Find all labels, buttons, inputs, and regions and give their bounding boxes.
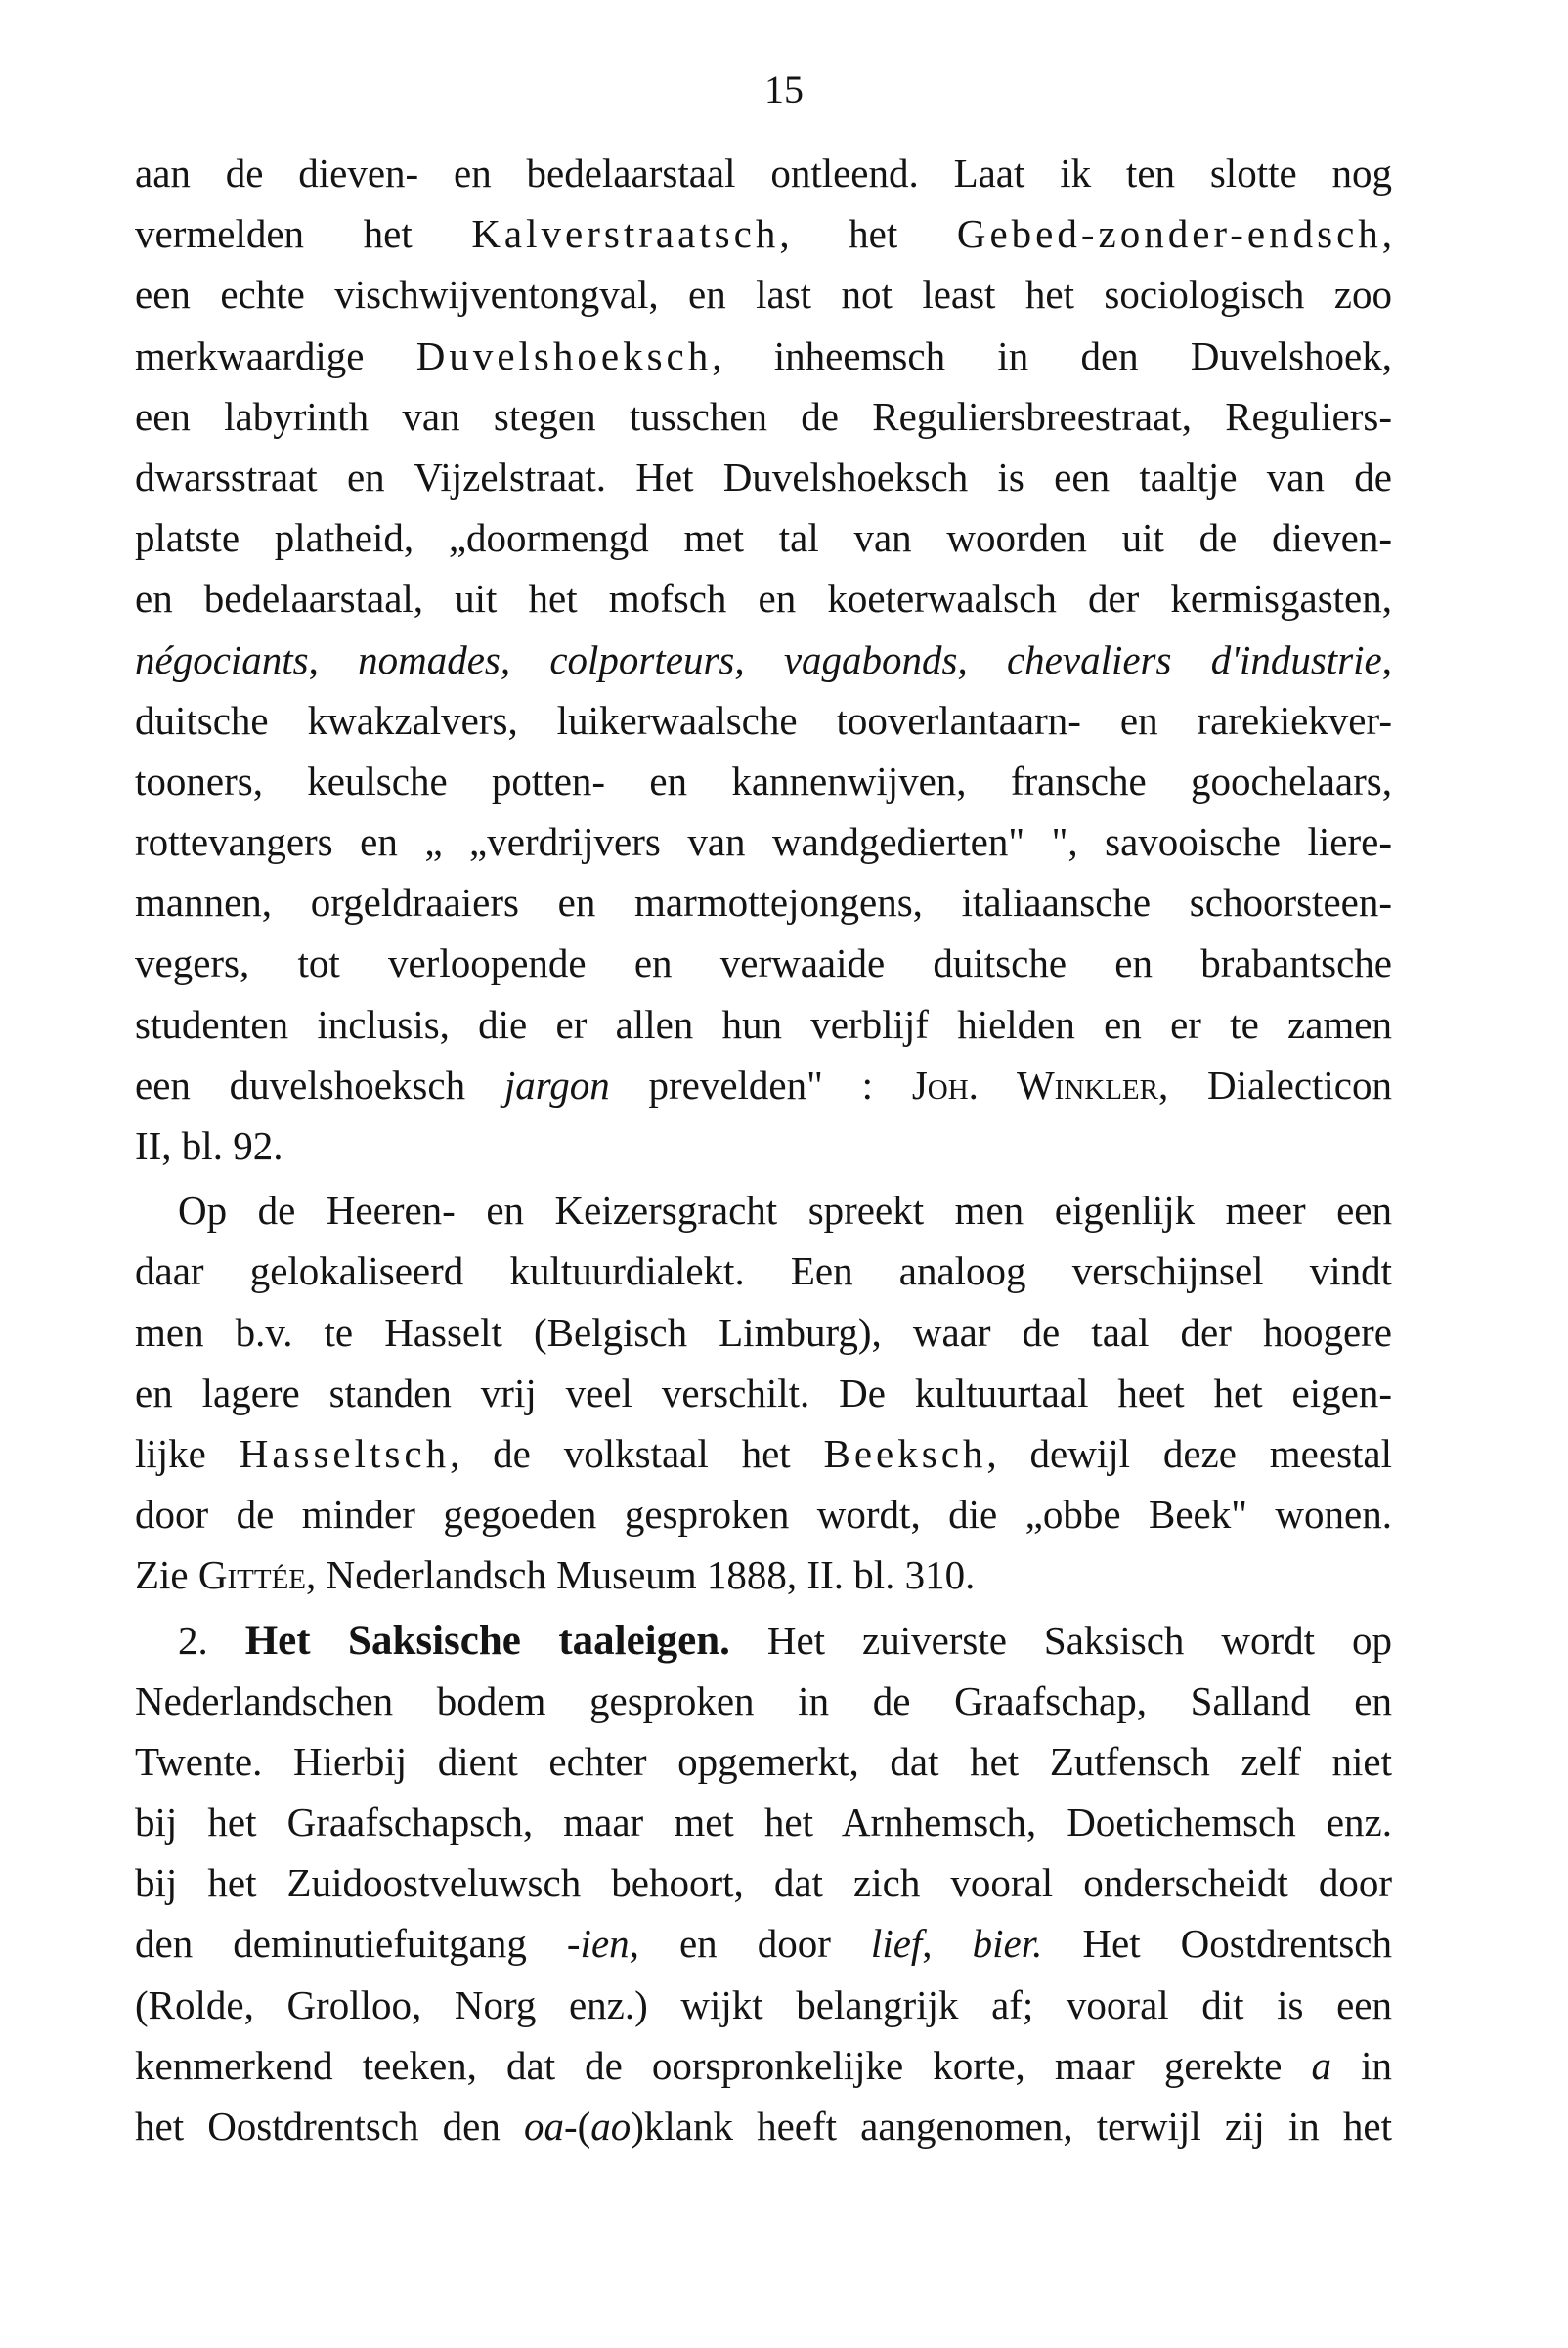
text-span: , Nederlandsch Museum 1888, II. bl. 310. (306, 1552, 976, 1598)
text-line: en lagere standen vrij veel verschilt. De kultuurtaal heet het eigen- (135, 1370, 1392, 1415)
text-line (135, 2096, 1392, 2156)
text-line: vegers, tot verloopende en verwaaide duitsche en brabantsche (135, 940, 1392, 986)
italic-term: bier. (972, 1921, 1043, 1967)
text-line: door de minder gegoeden gesproken wordt, die „obbe Beek" wonen. (135, 1492, 1392, 1538)
text-span: een duvelshoeksch (135, 1062, 504, 1108)
text-line (135, 1913, 1392, 1974)
italic-term: oa (523, 2104, 564, 2149)
text-line: daar gelokaliseerd kultuurdialekt. Een analoog verschijnsel vindt (135, 1248, 1392, 1294)
italic-term: nomades, (358, 636, 511, 682)
text-line (135, 630, 1392, 690)
text-line (135, 326, 1392, 386)
text-line: tooners, keulsche potten- en kannenwijven, fransche goochelaars, (135, 758, 1392, 804)
paragraph-2 (135, 1180, 1392, 1605)
text-line: mannen, orgeldraaiers en marmottejongens, italiaansche schoorsteen- (135, 880, 1392, 926)
text-span: het Oostdrentsch den (135, 2104, 524, 2149)
text-span (968, 637, 1007, 682)
italic-term: chevaliers d'industrie (1006, 636, 1382, 682)
text-span: , de volkstaal het (450, 1430, 824, 1476)
text-line (135, 1423, 1392, 1484)
text-line: aan de dieven- en bedelaarstaal ontleend. Laat ik ten slotte nog (135, 151, 1392, 196)
text-span: , (1381, 636, 1392, 682)
italic-term: -ien (566, 1921, 630, 1967)
text-span: Zie (135, 1552, 198, 1598)
italic-term: ao (590, 2104, 632, 2149)
text-span (745, 637, 784, 682)
text-span: kenmerkend teeken, dat de oorspronkelijke korte, maar gerekte (135, 2042, 1312, 2088)
text-span: vermelden het (135, 211, 472, 257)
text-line (135, 1544, 1392, 1605)
section-number: 2. (178, 1617, 245, 1663)
text-span (510, 637, 549, 682)
body-text (135, 143, 1392, 2156)
spaced-term: Kalverstraatsch (471, 211, 780, 257)
italic-term: colporteurs, (549, 636, 745, 682)
text-span: prevelden" : (609, 1062, 912, 1108)
text-line: Nederlandschen bodem gesproken in de Graafschap, Salland en (135, 1677, 1392, 1723)
italic-term: jargon (503, 1062, 610, 1108)
text-span: , dewijl deze meestal (986, 1430, 1392, 1476)
italic-term: vagabonds, (783, 636, 968, 682)
text-line (135, 203, 1392, 264)
page-number: 15 (764, 67, 804, 111)
text-span: , inheemsch in den Duvelshoek, (712, 332, 1392, 378)
text-line: bij het Graafschapsch, maar met het Arnhemsch, Doetichemsch enz. (135, 1800, 1392, 1846)
text-span: merkwaardige (135, 332, 416, 378)
text-line (135, 2035, 1392, 2096)
section-heading-line (135, 1610, 1392, 1671)
text-span: , (308, 636, 359, 682)
italic-term: lief (870, 1921, 923, 1967)
italic-term: négociants (135, 636, 309, 682)
text-line: duitsche kwakzalvers, luikerwaalsche tooverlantaarn- en rarekiekver- (135, 697, 1392, 743)
text-line: studenten inclusis, die er allen hun verblijf hielden en er te zamen (135, 1001, 1392, 1047)
author-name: Gittée (197, 1552, 307, 1598)
text-span: , (922, 1921, 973, 1967)
text-span: , en door (629, 1921, 871, 1967)
text-span: den deminutiefuitgang (135, 1921, 567, 1967)
text-line: (Rolde, Grolloo, Norg enz.) wijkt belangrijk af; vooral dit is een (135, 1981, 1392, 2027)
text-line: en bedelaarstaal, uit het mofsch en koeterwaalsch der kermisgasten, (135, 576, 1392, 622)
text-span: Het Oostdrentsch (1042, 1921, 1393, 1967)
text-line (135, 1055, 1392, 1115)
text-span: , (1381, 211, 1393, 257)
text-span: lijke (135, 1430, 240, 1476)
italic-term: a (1311, 2042, 1332, 2088)
text-span: Dialecticon (1168, 1062, 1393, 1108)
spaced-term: Beeksch (823, 1430, 987, 1476)
text-line: rottevangers en „ „verdrijvers van wandgedierten" ", savooische liere- (135, 819, 1392, 865)
text-line: Twente. Hierbij dient echter opgemerkt, dat het Zutfensch zelf niet (135, 1738, 1392, 1784)
paragraph-1 (135, 143, 1392, 1176)
text-span: in (1331, 2042, 1392, 2088)
text-line: II, bl. 92. (135, 1123, 283, 1168)
spaced-term: Hasseltsch (239, 1430, 451, 1476)
text-line: Op de Heeren- en Keizersgracht spreekt men eigenlijk meer een (178, 1188, 1392, 1234)
text-line: bij het Zuidoostveluwsch behoort, dat zich vooral onderscheidt door (135, 1860, 1392, 1906)
text-line: men b.v. te Hasselt (Belgisch Limburg), waar de taal der hoogere (135, 1309, 1392, 1355)
spaced-term: Gebed-zonder-endsch (956, 211, 1382, 257)
section-title: Het Saksische taaleigen. (244, 1617, 730, 1664)
text-line: dwarsstraat en Vijzelstraat. Het Duvelshoeksch is een taaltje van de (135, 454, 1392, 500)
spaced-term: Duvelshoeksch (415, 332, 713, 378)
text-line: platste platheid, „doormengd met tal van woorden uit de dieven- (135, 515, 1392, 561)
text-span: Het zuiverste Saksisch wordt op (729, 1617, 1393, 1663)
paragraph-3 (135, 1610, 1392, 2157)
author-name: Joh. Winkler, (911, 1062, 1169, 1108)
text-span: )klank heeft aangenomen, terwijl zij in het (631, 2104, 1392, 2149)
text-line: een echte vischwijventongval, en last not least het sociologisch zoo (135, 272, 1392, 318)
text-span: , het (779, 211, 957, 257)
text-line: een labyrinth van stegen tusschen de Reguliersbreestraat, Reguliers- (135, 393, 1392, 439)
text-span: -( (563, 2104, 591, 2149)
